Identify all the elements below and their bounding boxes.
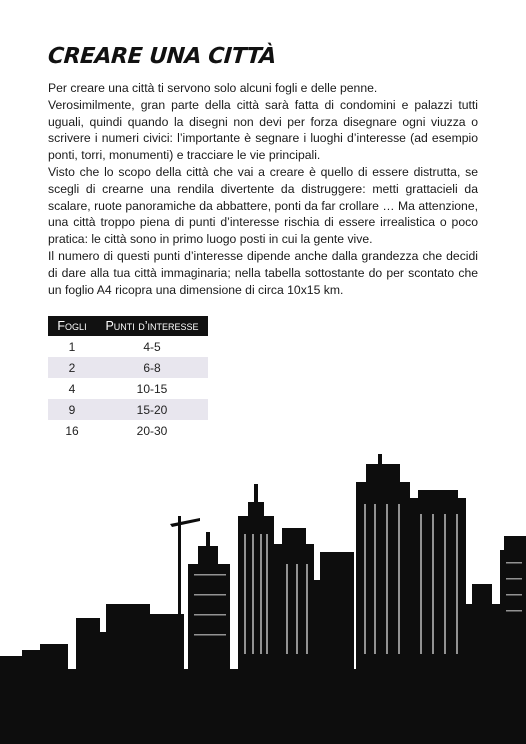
paragraph: Per creare una città ti servono solo alcuni fogli e delle penne. [48, 81, 378, 95]
table-row [48, 378, 208, 399]
cell-fogli: 9 [48, 399, 96, 420]
cell-fogli: 4 [68, 381, 76, 396]
paragraph: Visto che lo scopo della città che vai a creare è quello di essere distrutta, se scegli di crearne una rendila divertente da distruggere: metti grattacieli da scalare, ruote panoramiche da abbattere, ponti da far crollare … Ma attenzione, una città troppo piena di punti d’interesse rischia di essere irrealistica o poco pratica: le città sono in primo luogo posti in cui la gente vive. [48, 164, 478, 247]
cell-punti: 10-15 [136, 381, 168, 396]
body-text [48, 80, 478, 298]
paragraph: Il numero di questi punti d’interesse dipende anche dalla grandezza che decidi di dare alla tua città immaginaria; nella tabella sottostante do per scontato che un foglio A4 ricopra una dimensione di circa 10x15 km. [48, 248, 478, 297]
cell-punti: 15-20 [96, 399, 208, 420]
city-skyline-illustration [0, 454, 526, 744]
table-row [48, 357, 208, 378]
cell-fogli: 16 [65, 423, 79, 438]
cell-punti: 6-8 [96, 357, 208, 378]
interest-points-table [48, 316, 208, 441]
cell-punti: 4-5 [143, 339, 161, 354]
cell-punti: 20-30 [136, 423, 168, 438]
page-title: CREARE UNA CITTÀ [47, 44, 277, 69]
table-row [48, 420, 208, 441]
cell-fogli: 1 [68, 339, 76, 354]
paragraph: Verosimilmente, gran parte della città sarà fatta di condomini e palazzi tutti uguali, quindi quando la disegni non devi per forza disegnare ogni viuzza o scrivere i numeri civici: l’importante è segnare i luoghi d’interesse (ad esempio ponti, torri, monumenti) e tracciare le vie principali. [48, 97, 478, 163]
header-punti: Punti d’interesse [96, 316, 208, 336]
table-header-row [48, 316, 208, 336]
header-fogli: Fogli [48, 316, 96, 336]
table-row [48, 336, 208, 357]
table-row [48, 399, 208, 420]
cell-fogli: 2 [48, 357, 96, 378]
